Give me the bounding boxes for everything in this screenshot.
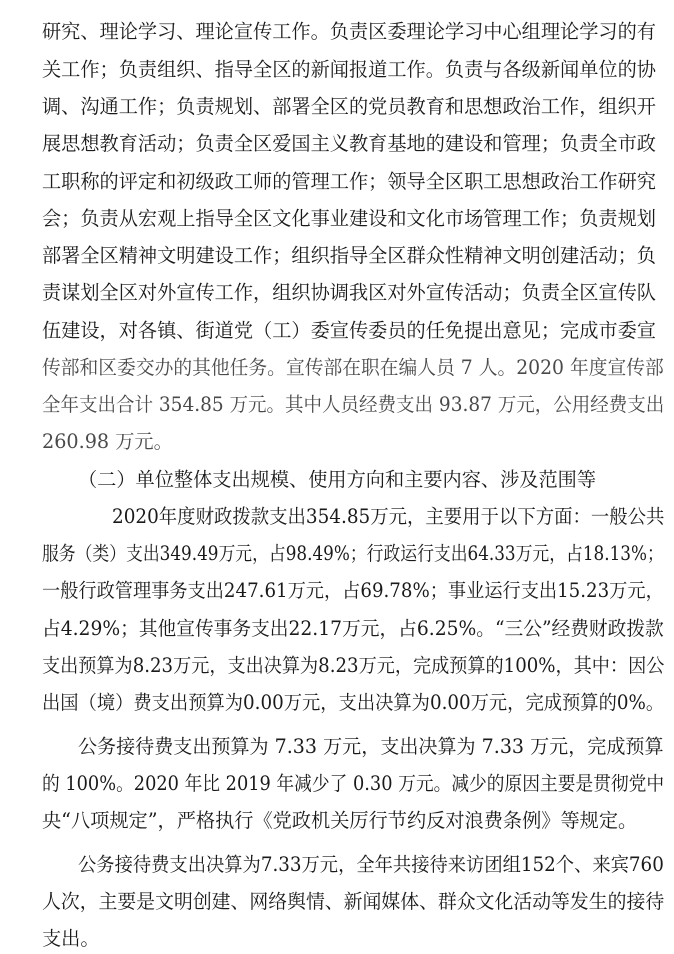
text-line: 一般行政管理事务支出247.61万元，占69.78%；事业运行支出15.23万元，: [42, 579, 664, 602]
text-line: 260.98 万元。: [42, 430, 173, 453]
text-line: 的 100%。2020 年比 2019 年减少了 0.30 万元。减少的原因主要是贯彻党中: [42, 772, 665, 795]
text-line: 工职称的评定和初级政工师的管理工作；领导全区职工思想政治工作研究: [42, 170, 656, 193]
text-line: 传部和区委交办的其他任务。宣传部在职在编人员 7 人。2020 年度宣传部: [42, 356, 664, 379]
text-line: 调、沟通工作；负责规划、部署全区的党员教育和思想政治工作，组织开: [42, 95, 656, 118]
text-line: 支出预算为8.23万元，支出决算为8.23万元，完成预算的100%，其中：因公: [42, 654, 665, 677]
text-line: 公务接待费支出决算为7.33万元，全年共接待来访团组152个、来宾760: [78, 853, 664, 876]
text-line: 支出。: [42, 927, 100, 950]
text-line: 全年支出合计 354.85 万元。其中人员经费支出 93.87 万元，公用经费支出: [42, 393, 665, 416]
text-line: 伍建设，对各镇、街道党（工）委宣传委员的任免提出意见；完成市委宣: [42, 319, 656, 342]
text-line: 展思想教育活动；负责全区爱国主义教育基地的建设和管理；负责全市政: [42, 132, 656, 155]
text-line: 会；负责从宏观上指导全区文化事业建设和文化市场管理工作；负责规划: [42, 207, 656, 230]
text-line: 央“八项规定”，严格执行《党政机关厉行节约反对浪费条例》等规定。: [42, 809, 638, 832]
text-line: 公务接待费支出预算为 7.33 万元，支出决算为 7.33 万元，完成预算: [78, 735, 664, 758]
text-line: 关工作；负责组织、指导全区的新闻报道工作。负责与各级新闻单位的协: [42, 58, 656, 81]
text-line: 责谋划全区对外宣传工作，组织协调我区对外宣传活动；负责全区宣传队: [42, 281, 656, 304]
text-line: 人次，主要是文明创建、网络舆情、新闻媒体、群众文化活动等发生的接待: [42, 890, 665, 913]
text-line: 研究、理论学习、理论宣传工作。负责区委理论学习中心组理论学习的有: [42, 20, 656, 43]
text-line: 部署全区精神文明建设工作；组织指导全区群众性精神文明创建活动；负: [42, 244, 656, 267]
text-line: 服务（类）支出349.49万元，占98.49%；行政运行支出64.33万元，占18.13%；: [42, 542, 664, 565]
text-line: 占4.29%；其他宣传事务支出22.17万元，占6.25%。“三公”经费财政拨款: [42, 617, 664, 640]
text-line: 2020年度财政拨款支出354.85万元，主要用于以下方面：一般公共: [112, 505, 665, 528]
section-heading: （二）单位整体支出规模、使用方向和主要内容、涉及范围等: [78, 468, 597, 491]
text-line: 出国（境）费支出预算为0.00万元，支出决算为0.00万元，完成预算的0%。: [42, 691, 665, 714]
